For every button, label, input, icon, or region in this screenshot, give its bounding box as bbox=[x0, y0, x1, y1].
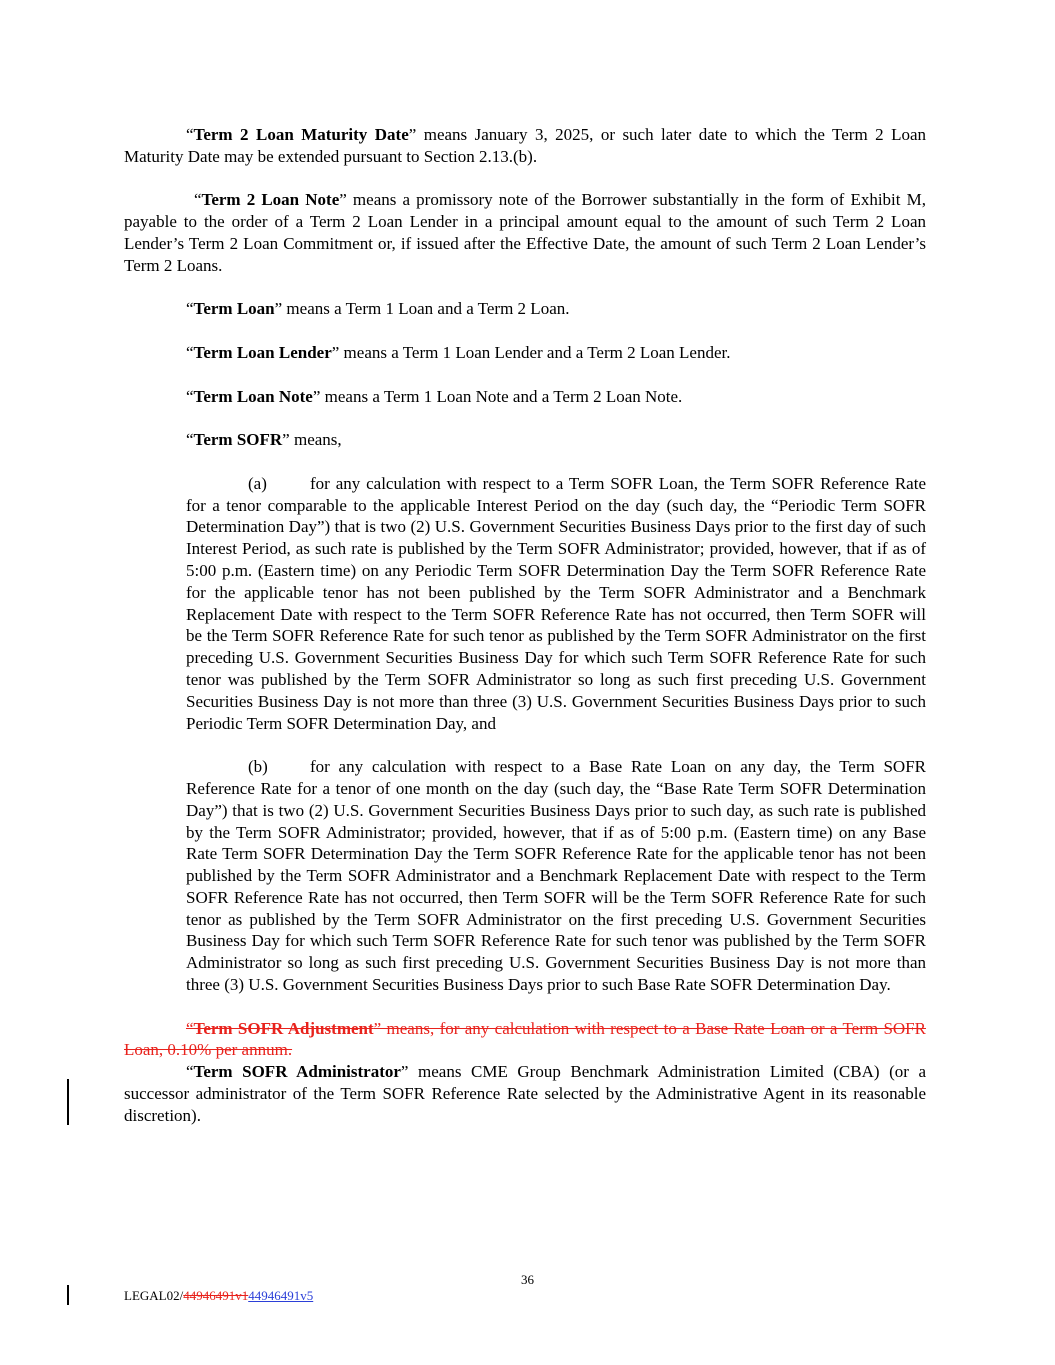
clause-text: for any calculation with respect to a Term SOFR Loan, the Term SOFR Reference Rate for a tenor comparable to the applicable Interest Period on the day (such day, the “Periodic Term SOFR Determination Day”) that is two (2) U.S. Government Securities Business Days prior to the first day of such Interest Period, as such rate is published by the Term SOFR Administrator; provided, however, that if as of 5:00 p.m. (Eastern time) on any Periodic Term SOFR Determination Day the Term SOFR Reference Rate for the applicable tenor has not been published by the Term SOFR Administrator and a Benchmark Replacement Date with respect to the Term SOFR Reference Rate has not occurred, then Term SOFR will be the Term SOFR Reference Rate for such tenor as published by the Term SOFR Administrator on the first preceding U.S. Government Securities Business Day for which such Term SOFR Reference Rate for such tenor was published by the Term SOFR Administrator so long as such first preceding U.S. Government Securities Business Day is not more than three (3) U.S. Government Securities Business Days prior to such Periodic Term SOFR Determination Day, and bbox=[186, 473, 926, 733]
term-sofr-clause-b bbox=[186, 756, 926, 996]
definition-text: ” means a Term 1 Loan Note and a Term 2 Loan Note. bbox=[312, 386, 683, 406]
open-quote: “ bbox=[186, 125, 194, 144]
definition-text: ” means a promissory note of the Borrower substantially in the form of Exhibit M, payable to the order of a Term 2 Loan Lender in a principal amount equal to the amount of such Term 2 Loan Lender’s Term 2 Loan Commitment or, if issued after the Effective Date, the amount of such Term 2 Loan Lender’s Term 2 Loans. bbox=[124, 190, 926, 275]
open-quote: “ bbox=[186, 430, 194, 450]
definition-term-2-loan-note bbox=[124, 189, 926, 276]
definition-text: ” means a Term 1 Loan Lender and a Term 2 Loan Lender. bbox=[331, 342, 731, 362]
defined-term: Term 2 Loan Maturity Date bbox=[193, 125, 409, 144]
open-quote: “ bbox=[186, 342, 194, 362]
clause-label: (a) bbox=[248, 473, 267, 493]
open-quote: “ bbox=[186, 1062, 194, 1082]
definition-term-sofr-administrator bbox=[124, 1061, 926, 1126]
open-quote: “ bbox=[194, 190, 202, 210]
defined-term: Term Loan Lender bbox=[193, 342, 332, 362]
open-quote: “ bbox=[186, 386, 194, 406]
open-quote: “ bbox=[186, 1018, 194, 1038]
deleted-definition-term-sofr-adjustment bbox=[124, 1018, 926, 1062]
document-id bbox=[124, 1288, 313, 1304]
definition-text: ” means January 3, 2025, or such later date to which the Term 2 Loan Maturity Date may be extended pursuant to Section 2.13.(b). bbox=[124, 125, 926, 166]
defined-term: Term 2 Loan Note bbox=[201, 190, 340, 210]
change-bar bbox=[67, 1079, 69, 1125]
definition-text: ” means, for any calculation with respect to a Base Rate Loan or a Term SOFR Loan, 0.10% per annum. bbox=[124, 1018, 926, 1060]
definition-term-2-loan-maturity-date bbox=[124, 124, 926, 168]
definition-term-loan-lender bbox=[124, 342, 926, 364]
definition-text: ” means, bbox=[282, 430, 342, 450]
defined-term: Term Loan bbox=[193, 299, 275, 319]
open-quote: “ bbox=[186, 299, 194, 319]
document-id-inserted-version: 44946491v5 bbox=[248, 1288, 314, 1303]
definition-text: ” means CME Group Benchmark Administration Limited (CBA) (or a successor administrator of the Term SOFR Reference Rate selected by the Administrative Agent in its reasonable discretion). bbox=[124, 1062, 926, 1125]
clause-text: for any calculation with respect to a Base Rate Loan on any day, the Term SOFR Reference Rate for a tenor of one month on the day (such day, the “Base Rate Term SOFR Determination Day”) that is two (2) U.S. Government Securities Business Days prior to such day, as such rate is published by the Term SOFR Administrator; provided, however, that if as of 5:00 p.m. (Eastern time) on any Base Rate Term SOFR Determination Day the Term SOFR Reference Rate for the applicable tenor has not been published by the Term SOFR Administrator and a Benchmark Replacement Date with respect to the Term SOFR Reference Rate has not occurred, then Term SOFR will be the Term SOFR Reference Rate for such tenor as published by the Term SOFR Administrator on the first preceding U.S. Government Securities Business Day for which such Term SOFR Reference Rate for such tenor was published by the Term SOFR Administrator so long as such first preceding U.S. Government Securities Business Day is not more than three (3) U.S. Government Securities Business Days prior to such Base Rate SOFR Determination Day. bbox=[186, 757, 926, 995]
defined-term: Term Loan Note bbox=[193, 386, 313, 406]
defined-term: Term SOFR bbox=[193, 430, 283, 450]
definition-text: ” means a Term 1 Loan and a Term 2 Loan. bbox=[274, 299, 570, 319]
page-number: 36 bbox=[521, 1272, 534, 1287]
defined-term: Term SOFR Administrator bbox=[193, 1062, 401, 1082]
footer-change-bar bbox=[67, 1285, 69, 1305]
document-id-prefix: LEGAL02/ bbox=[124, 1288, 184, 1303]
term-sofr-clause-a bbox=[186, 473, 926, 735]
clause-label: (b) bbox=[248, 757, 268, 777]
definition-term-loan bbox=[124, 298, 926, 320]
definition-term-loan-note bbox=[124, 386, 926, 408]
defined-term: Term SOFR Adjustment bbox=[193, 1018, 374, 1038]
document-id-deleted-version: 44946491v1 bbox=[183, 1288, 249, 1303]
document-body bbox=[124, 124, 926, 1148]
definition-term-sofr bbox=[124, 429, 926, 451]
